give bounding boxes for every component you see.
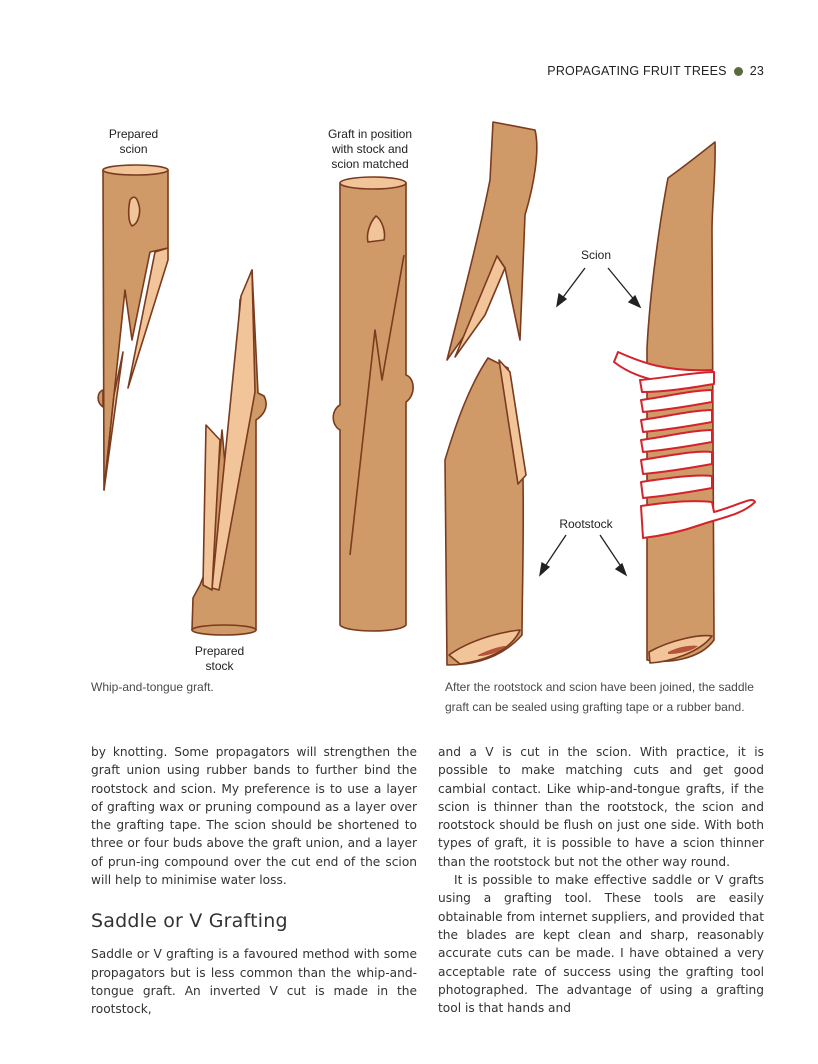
label-prepared-scion: Prepared scion: [108, 127, 159, 156]
prepared-stock-drawing: [192, 270, 266, 635]
label-graft-in-position: Graft in position with stock and scion matched: [327, 127, 413, 171]
body-column-left: [91, 743, 417, 1019]
label-rootstock: Rootstock: [559, 517, 613, 531]
paragraph-left-2: Saddle or V grafting is a favoured method with some propagators but is less common than the whip-and-tongue graft. An inverted V cut is made in the rootstock,: [91, 947, 417, 1017]
section-title: PROPAGATING FRUIT TREES: [547, 64, 727, 78]
paragraph-right-2: It is possible to make effective saddle or V grafts using a grafting tool. These tools are easily obtainable from internet suppliers, and provided that the blades are kept clean and sharp, reasonably accurate cuts can be made. I have obtained a very acceptable rate of success using the grafting tool photographed. The advantage of using a grafting tool is that hands and: [438, 873, 764, 1016]
graft-in-position-drawing: [333, 177, 413, 631]
label-scion: Scion: [580, 248, 612, 262]
section-heading: Saddle or V Grafting: [91, 910, 288, 933]
grafting-tape: [614, 352, 755, 538]
caption-whip-and-tongue: Whip-and-tongue graft.: [91, 680, 214, 694]
paragraph-right-1: and a V is cut in the scion. With practice, it is possible to make matching cuts and get good cambial contact. Like whip-and-tongue grafts, if the scion is thinner than the rootstock, the scion and rootstock should be flush on just one side. With both types of graft, it is possible to have a scion thinner than the rootstock but not the other way round.: [438, 745, 764, 869]
caption-saddle-graft: After the rootstock and scion have been joined, the saddle graft can be sealed using grafting tape or a rubber band.: [445, 680, 754, 714]
label-prepared-stock: Prepared stock: [194, 644, 245, 673]
page-number: 23: [749, 64, 764, 78]
saddle-scion-drawing: [447, 122, 537, 360]
prepared-scion-drawing: [98, 165, 168, 490]
paragraph-left-1: by knotting. Some propagators will strengthen the graft union using rubber bands to further bind the rootstock and scion. My preference is to use a layer of grafting wax or pruning compound as a layer over the grafting tape. The scion should be shortened to three or four buds above the graft union, and a layer of prun-ing compound over the cut end of the scion will help to minimise water loss.: [91, 745, 417, 888]
body-column-right: [438, 743, 764, 1017]
saddle-rootstock-drawing: [445, 358, 526, 665]
